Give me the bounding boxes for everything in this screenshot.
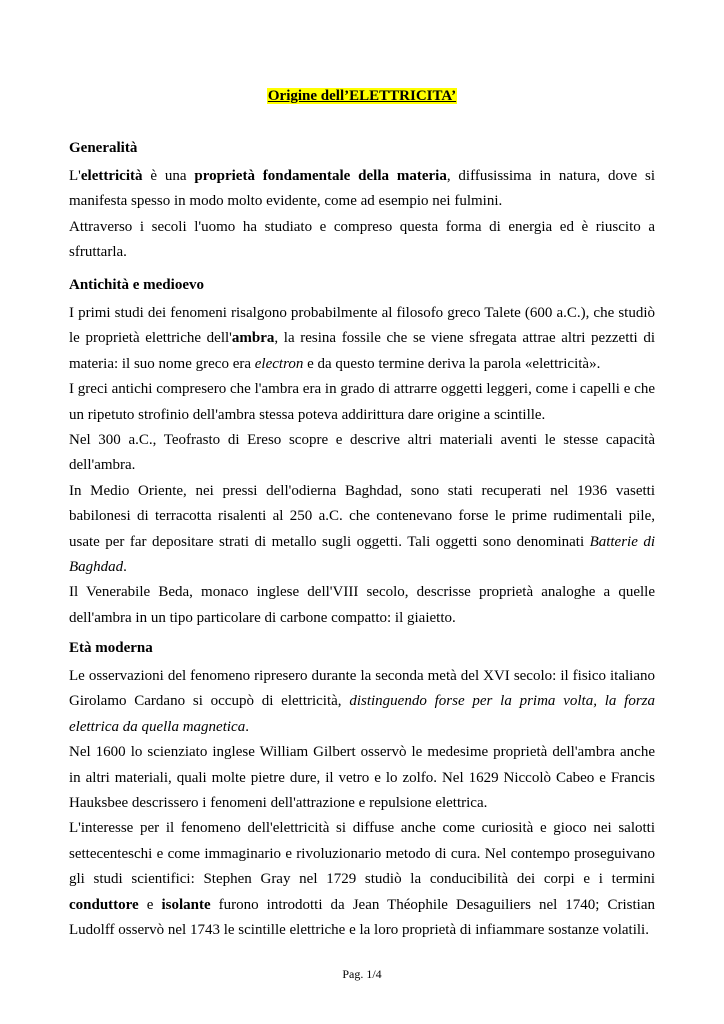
- text-run: e da questo termine deriva la parola «elettricità».: [303, 355, 601, 372]
- paragraph: Il Venerabile Beda, monaco inglese dell'VIII secolo, descrisse proprietà analoghe a quelle dell'ambra in un tipo particolare di carbone compatto: il giaietto.: [69, 584, 655, 626]
- section-generalita: [69, 138, 655, 266]
- text-run: è una: [142, 168, 195, 184]
- italic-term: distinguendo forse per la prima volta, la forza elettrica da quella magnetica: [69, 693, 656, 735]
- bold-term: conduttore: [69, 896, 139, 913]
- text-run: , diffusissima in natura, dove si manifesta spesso in modo molto evidente, come ad esempio nei fulmini.: [69, 168, 655, 210]
- italic-term: Batterie di Baghdad: [69, 533, 655, 576]
- section-heading: Antichità e medioevo: [69, 277, 204, 293]
- paragraph: Nel 300 a.C., Teofrasto di Ereso scopre e descrive altri materiali aventi le stesse capacità dell'ambra.: [69, 432, 655, 474]
- bold-term: elettricità: [80, 168, 143, 184]
- section-eta-moderna: [69, 638, 655, 943]
- section-heading: Età moderna: [69, 640, 153, 656]
- section-antichita-medioevo: [69, 275, 655, 631]
- text-run: I primi studi dei fenomeni risalgono probabilmente al filosofo greco Talete (600 a.C.), che studiò le proprietà elettriche dell': [69, 305, 655, 347]
- document-title-container: [69, 86, 655, 106]
- paragraph: [69, 479, 655, 581]
- bold-term: proprietà fondamentale della materia: [194, 168, 447, 184]
- bold-term: isolante: [161, 896, 211, 913]
- paragraph: [69, 301, 655, 377]
- italic-term: electron: [254, 355, 304, 372]
- paragraph: [69, 816, 655, 943]
- text-run: .: [245, 718, 249, 735]
- text-run: L': [69, 168, 81, 184]
- text-run: L'interesse per il fenomeno dell'elettricità si diffuse anche come curiosità e gioco nei salotti settecenteschi e come immaginario e rivoluzionario metodo di cura. Nel contempo proseguivano gli studi scientifici: Stephen Gray nel 1729 studiò la conducibilità dei corpi e i termini: [69, 820, 655, 888]
- paragraph: I greci antichi compresero che l'ambra era in grado di attrarre oggetti leggeri, come i capelli e che un ripetuto strofinio dell'ambra stessa poteva addirittura dare origine a scintille.: [69, 381, 655, 423]
- text-run: .: [123, 559, 127, 576]
- paragraph: Nel 1600 lo scienziato inglese William Gilbert osservò le medesime proprietà dell'ambra anche in altri materiali, quali molte pietre dure, il vetro e lo zolfo. Nel 1629 Niccolò Cabeo e Francis Hauksbee descrissero i fenomeni dell'attrazione e repulsione elettrica.: [69, 744, 655, 812]
- paragraph: [69, 664, 655, 740]
- bold-term: ambra: [231, 330, 275, 347]
- text-run: Le osservazioni del fenomeno ripresero durante la seconda metà del XVI secolo: il fisico italiano Girolamo Cardano si occupò di elettricità,: [69, 668, 655, 710]
- paragraph: [69, 164, 655, 215]
- text-run: e: [138, 896, 162, 913]
- document-title: Origine dell’ELETTRICITA’: [267, 88, 457, 104]
- text-run: , la resina fossile che se viene sfregata attrae altri pezzetti di materia: il suo nome greco era: [69, 330, 655, 372]
- text-run: In Medio Oriente, nei pressi dell'odierna Baghdad, sono stati recuperati nel 1936 vasetti babilonesi di terracotta risalenti al 250 a.C. che contenevano forse le prime rudimentali pile, usate per far depositare strati di metallo sugli oggetti. Tali oggetti sono denominati: [69, 482, 655, 550]
- text-run: furono introdotti da Jean Théophile Desaguiliers nel 1740; Cristian Ludolff osservò nel 1743 le scintille elettriche e la loro proprietà di infiammare sostanze volatili.: [69, 896, 655, 939]
- section-heading: Generalità: [69, 140, 138, 156]
- paragraph: Attraverso i secoli l'uomo ha studiato e compreso questa forma di energia ed è riuscito a sfruttarla.: [69, 218, 655, 261]
- page-number: Pag. 1/4: [342, 967, 382, 981]
